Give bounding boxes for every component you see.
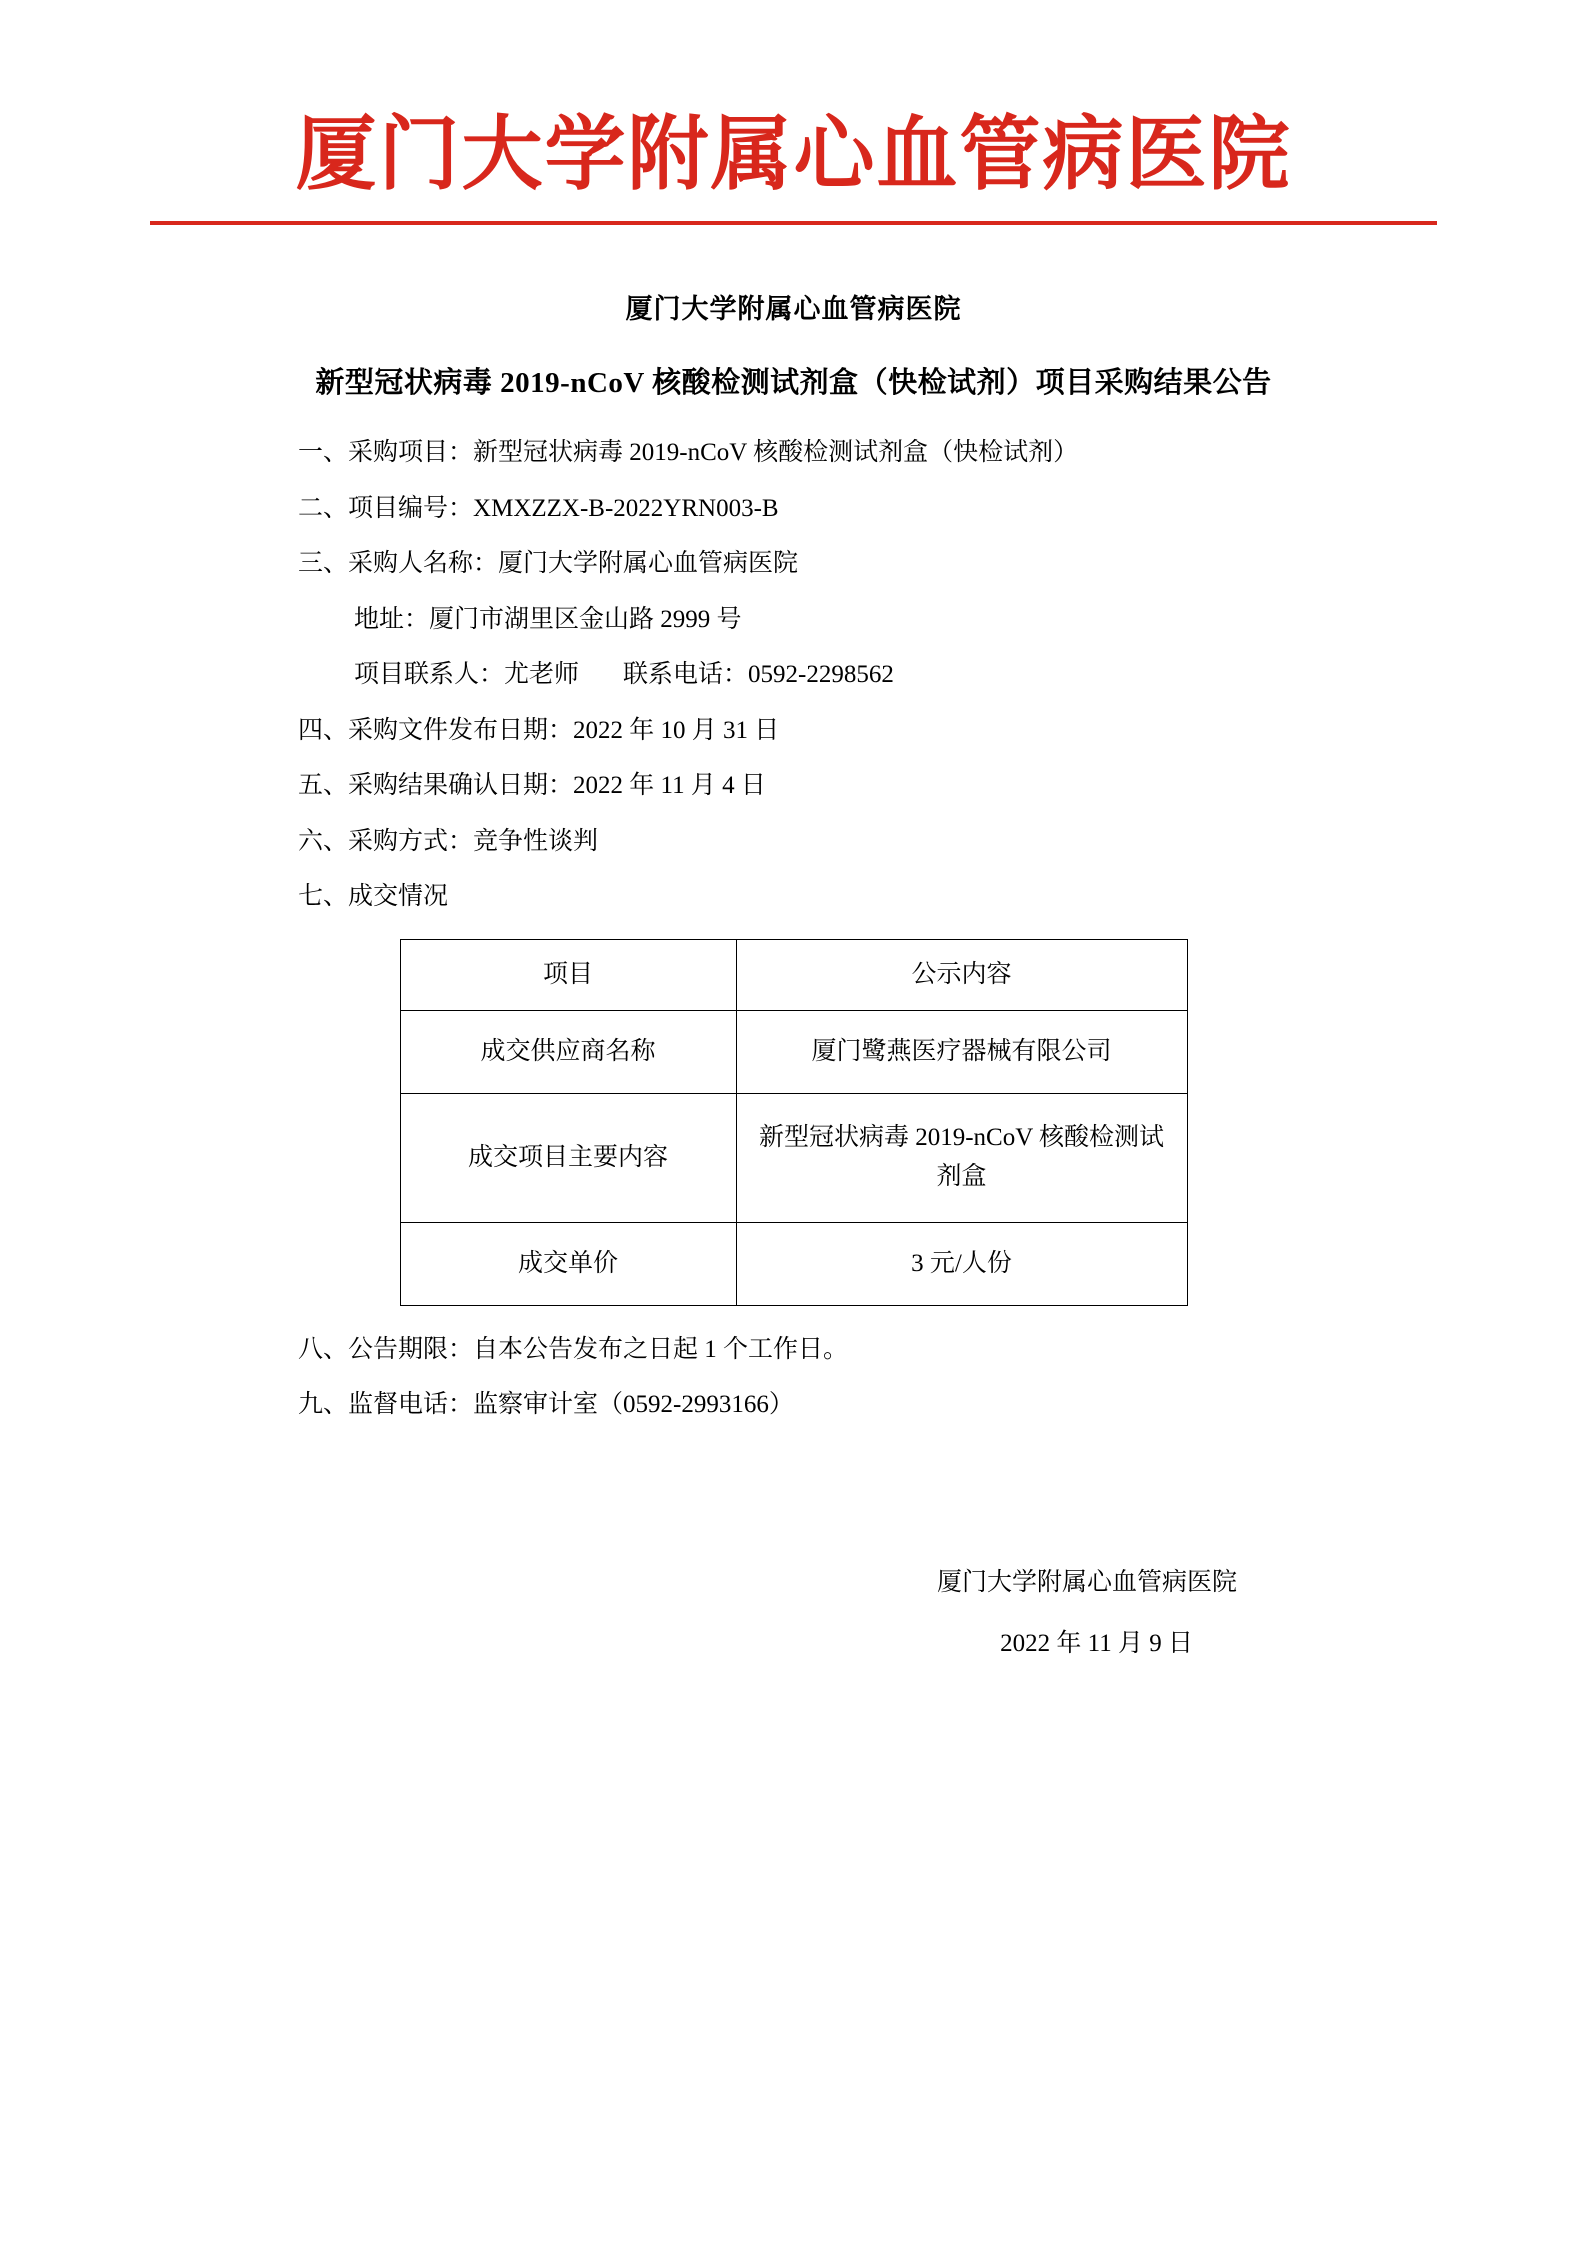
contact-phone-label: 联系电话： [623,661,749,689]
result-table-wrapper [150,939,1437,1306]
item-label: 采购结果确认日期： [348,772,574,800]
item-number: 一、 [298,439,349,467]
signature-block [150,1569,1437,1658]
list-item [298,495,1437,523]
list-item [298,1391,1437,1419]
item-value: 厦门大学附属心血管病医院 [498,550,799,578]
contact-person-value: 尤老师 [504,661,580,689]
page-title: 新型冠状病毒 2019-nCoV 核酸检测试剂盒（快检试剂）项目采购结果公告 [315,367,1272,400]
list-item [298,439,1437,467]
item-value: 2022 年 11 月 4 日 [573,772,766,800]
signature-org: 厦门大学附属心血管病医院 [936,1568,1237,1596]
item-label: 采购人名称： [348,550,499,578]
table-cell-name: 成交项目主要内容 [400,1093,736,1222]
table-cell-name: 成交单价 [400,1222,736,1305]
letterhead-org-name: 厦门大学附属心血管病医院 [295,110,1292,200]
item-number: 八、 [298,1335,349,1363]
item-number: 六、 [298,827,349,855]
result-table [400,939,1188,1306]
announcement-body-continued [150,1336,1437,1419]
contact-line [298,661,1437,689]
signature-date: 2022 年 11 月 9 日 [1000,1630,1193,1658]
list-item [298,828,1437,856]
table-row [400,1010,1187,1093]
item-value: 新型冠状病毒 2019-nCoV 核酸检测试剂盒（快检试剂） [473,439,1079,467]
document-subtitle: 厦门大学附属心血管病医院 [625,294,962,325]
item-label: 采购方式： [348,827,474,855]
item-value: 自本公告发布之日起 1 个工作日。 [473,1335,849,1363]
table-header-cell-content: 公示内容 [736,939,1187,1010]
item-label: 采购文件发布日期： [348,716,574,744]
address-line [298,606,1437,634]
item-number: 四、 [298,716,349,744]
contact-phone-value: 0592-2298562 [748,661,894,689]
table-header-cell-item: 项目 [400,939,736,1010]
list-item [298,1336,1437,1364]
item-number: 九、 [298,1391,349,1419]
address-label: 地址： [354,605,430,633]
item-label: 监督电话： [348,1391,474,1419]
item-label: 公告期限： [348,1335,474,1363]
item-value: XMXZZX-B-2022YRN003-B [473,494,779,522]
announcement-body [150,439,1437,911]
letterhead [150,0,1437,225]
table-cell-content: 厦门鹭燕医疗器械有限公司 [736,1010,1187,1093]
item-number: 三、 [298,550,349,578]
item-value: 竞争性谈判 [473,827,599,855]
item-value: 2022 年 10 月 31 日 [573,716,780,744]
item-label: 项目编号： [348,494,474,522]
list-item [298,717,1437,745]
table-cell-name: 成交供应商名称 [400,1010,736,1093]
item-label: 成交情况 [348,883,449,911]
table-cell-content: 新型冠状病毒 2019-nCoV 核酸检测试剂盒 [736,1093,1187,1222]
address-value: 厦门市湖里区金山路 2999 号 [429,605,742,633]
table-row [400,1093,1187,1222]
item-value: 监察审计室（0592-2993166） [473,1391,794,1419]
table-header-row [400,939,1187,1010]
item-label: 采购项目： [348,439,474,467]
table-cell-content: 3 元/人份 [736,1222,1187,1305]
list-item [298,550,1437,578]
list-item [298,772,1437,800]
contact-person-label: 项目联系人： [354,661,505,689]
item-number: 五、 [298,772,349,800]
item-number: 二、 [298,494,349,522]
letterhead-divider [150,221,1437,225]
list-item [298,883,1437,911]
item-number: 七、 [298,883,349,911]
table-row [400,1222,1187,1305]
